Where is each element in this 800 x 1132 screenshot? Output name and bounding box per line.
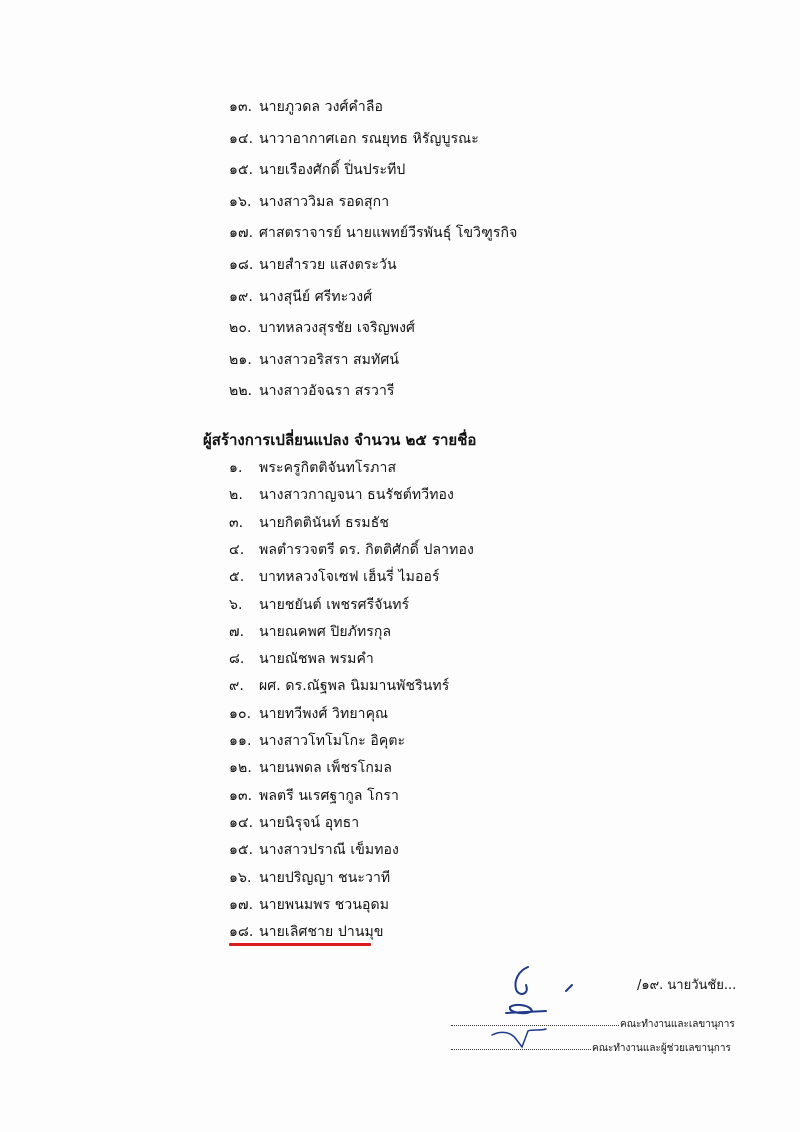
list-item	[229, 459, 396, 477]
person-name: นายณคพศ ปิยภัทรกุล	[259, 623, 392, 640]
signature-line-1	[451, 1025, 619, 1026]
person-name: นายทวีพงศ์ วิทยาคุณ	[259, 705, 389, 722]
item-number: ๒๒.	[229, 383, 253, 400]
list-item	[229, 814, 359, 832]
item-number: ๑๐.	[229, 705, 252, 722]
person-name: นายณัชพล พรมคำ	[259, 651, 374, 668]
item-number: ๕.	[229, 569, 245, 586]
list-item	[229, 98, 383, 116]
item-number: ๑๘.	[229, 924, 254, 941]
list-item	[229, 923, 384, 941]
person-name: นายกิตตินันท์ ธรมธัช	[259, 514, 389, 531]
signature-image	[470, 955, 620, 1055]
list-item	[229, 351, 399, 369]
item-number: ๑๖.	[229, 193, 252, 210]
person-name: นางสาวกาญจนา ธนรัชต์ทวีทอง	[259, 487, 454, 504]
item-number: ๑๑.	[229, 733, 252, 749]
signature-label-1: คณะทำงานและเลขานุการ	[620, 1019, 735, 1030]
page-continuation-note: /๑๙. นายวันชัย...	[637, 978, 737, 993]
item-number: ๑๓.	[229, 787, 253, 804]
item-number: ๒๑.	[229, 351, 252, 368]
item-number: ๑๔.	[229, 814, 254, 831]
item-number: ๑๔.	[229, 130, 254, 147]
item-number: ๘.	[229, 651, 245, 668]
list-item	[229, 224, 517, 242]
item-number: ๒.	[229, 487, 243, 504]
item-number: ๒๐.	[229, 320, 252, 337]
list-item	[229, 677, 449, 695]
signature-line-2	[451, 1049, 591, 1050]
list-item	[229, 650, 374, 668]
person-name: นายเรืองศักดิ์ ปิ่นประทีป	[259, 162, 406, 179]
item-number: ๓.	[229, 514, 244, 531]
person-name: นายชยันต์ เพชรศรีจันทร์	[259, 596, 410, 613]
section-heading: ผู้สร้างการเปลี่ยนแปลง จำนวน ๒๕ รายชื่อ	[203, 431, 477, 449]
list-item	[229, 319, 415, 337]
person-name: นางสาวอัจฉรา สรวารี	[259, 383, 395, 400]
list-item	[229, 869, 390, 887]
list-item	[229, 288, 372, 306]
person-name: บาทหลวงโจเซฟ เฮ็นรี่ ไมออร์	[259, 569, 440, 586]
item-number: ๖.	[229, 596, 243, 613]
person-name: นางสาวอริสรา สมทัศน์	[259, 351, 399, 368]
person-name: พระครูกิตติจันทโรภาส	[259, 460, 397, 476]
list-item	[229, 130, 479, 148]
person-name: นายภูวดล วงศ์คำลือ	[259, 99, 384, 115]
list-item	[229, 193, 389, 211]
person-name: ผศ. ดร.ณัฐพล นิมมานพัชรินทร์	[259, 678, 450, 695]
signature-label-2: คณะทำงานและผู้ช่วยเลขานุการ	[592, 1043, 731, 1054]
person-name: นางสาวปราณี เข็มทอง	[259, 842, 399, 859]
list-item	[229, 568, 440, 586]
item-number: ๑๕.	[229, 162, 254, 179]
list-item	[229, 486, 454, 504]
list-item	[229, 841, 399, 859]
list-item	[229, 596, 409, 614]
list-item	[229, 705, 388, 723]
person-name: นายพนมพร ชวนอุดม	[259, 896, 390, 913]
person-name: นายเลิศชาย ปานมุข	[259, 924, 384, 941]
person-name: ศาสตราจารย์ นายแพทย์วีรพันธุ์ โขวิฑูรกิจ	[259, 225, 518, 242]
list-item	[229, 623, 391, 641]
person-name: นาวาอากาศเอก รณยุทธ หิรัญบูรณะ	[259, 130, 479, 147]
person-name: นางสาววิมล รอดสุกา	[259, 193, 390, 210]
list-item	[229, 787, 399, 805]
item-number: ๑.	[229, 460, 243, 476]
list-item	[229, 161, 405, 179]
red-highlight-underline	[229, 943, 371, 946]
person-name: นายนิรุจน์ อุทธา	[259, 814, 360, 831]
person-name: นายปริญญา ชนะวาที	[259, 869, 391, 886]
item-number: ๑๘.	[229, 257, 254, 273]
list-item	[229, 732, 405, 750]
list-item	[229, 896, 389, 914]
item-number: ๑๒.	[229, 760, 252, 777]
person-name: นายสำรวย แสงตระวัน	[259, 257, 397, 273]
person-name: นายนพดล เพ็ชรโกมล	[259, 760, 392, 777]
item-number: ๑๕.	[229, 842, 254, 859]
list-item	[229, 759, 392, 777]
person-name: พลตรี นเรศฐากูล โกรา	[259, 787, 399, 804]
item-number: ๑๗.	[229, 896, 254, 913]
list-item	[229, 514, 389, 532]
item-number: ๑๗.	[229, 225, 254, 242]
person-name: พลตำรวจตรี ดร. กิตติศักดิ์ ปลาทอง	[259, 541, 474, 558]
list-item	[229, 382, 395, 400]
item-number: ๑๓.	[229, 99, 253, 115]
person-name: นางสุนีย์ ศรีทะวงศ์	[259, 288, 373, 305]
list-item	[229, 541, 474, 559]
list-item	[229, 256, 397, 274]
item-number: ๔.	[229, 541, 245, 558]
person-name: นางสาวโทโมโกะ อิคุตะ	[259, 733, 406, 749]
item-number: ๗.	[229, 623, 245, 640]
item-number: ๑๖.	[229, 869, 252, 886]
person-name: บาทหลวงสุรชัย เจริญพงศ์	[259, 320, 415, 337]
item-number: ๑๙.	[229, 288, 253, 305]
item-number: ๙.	[229, 678, 244, 695]
